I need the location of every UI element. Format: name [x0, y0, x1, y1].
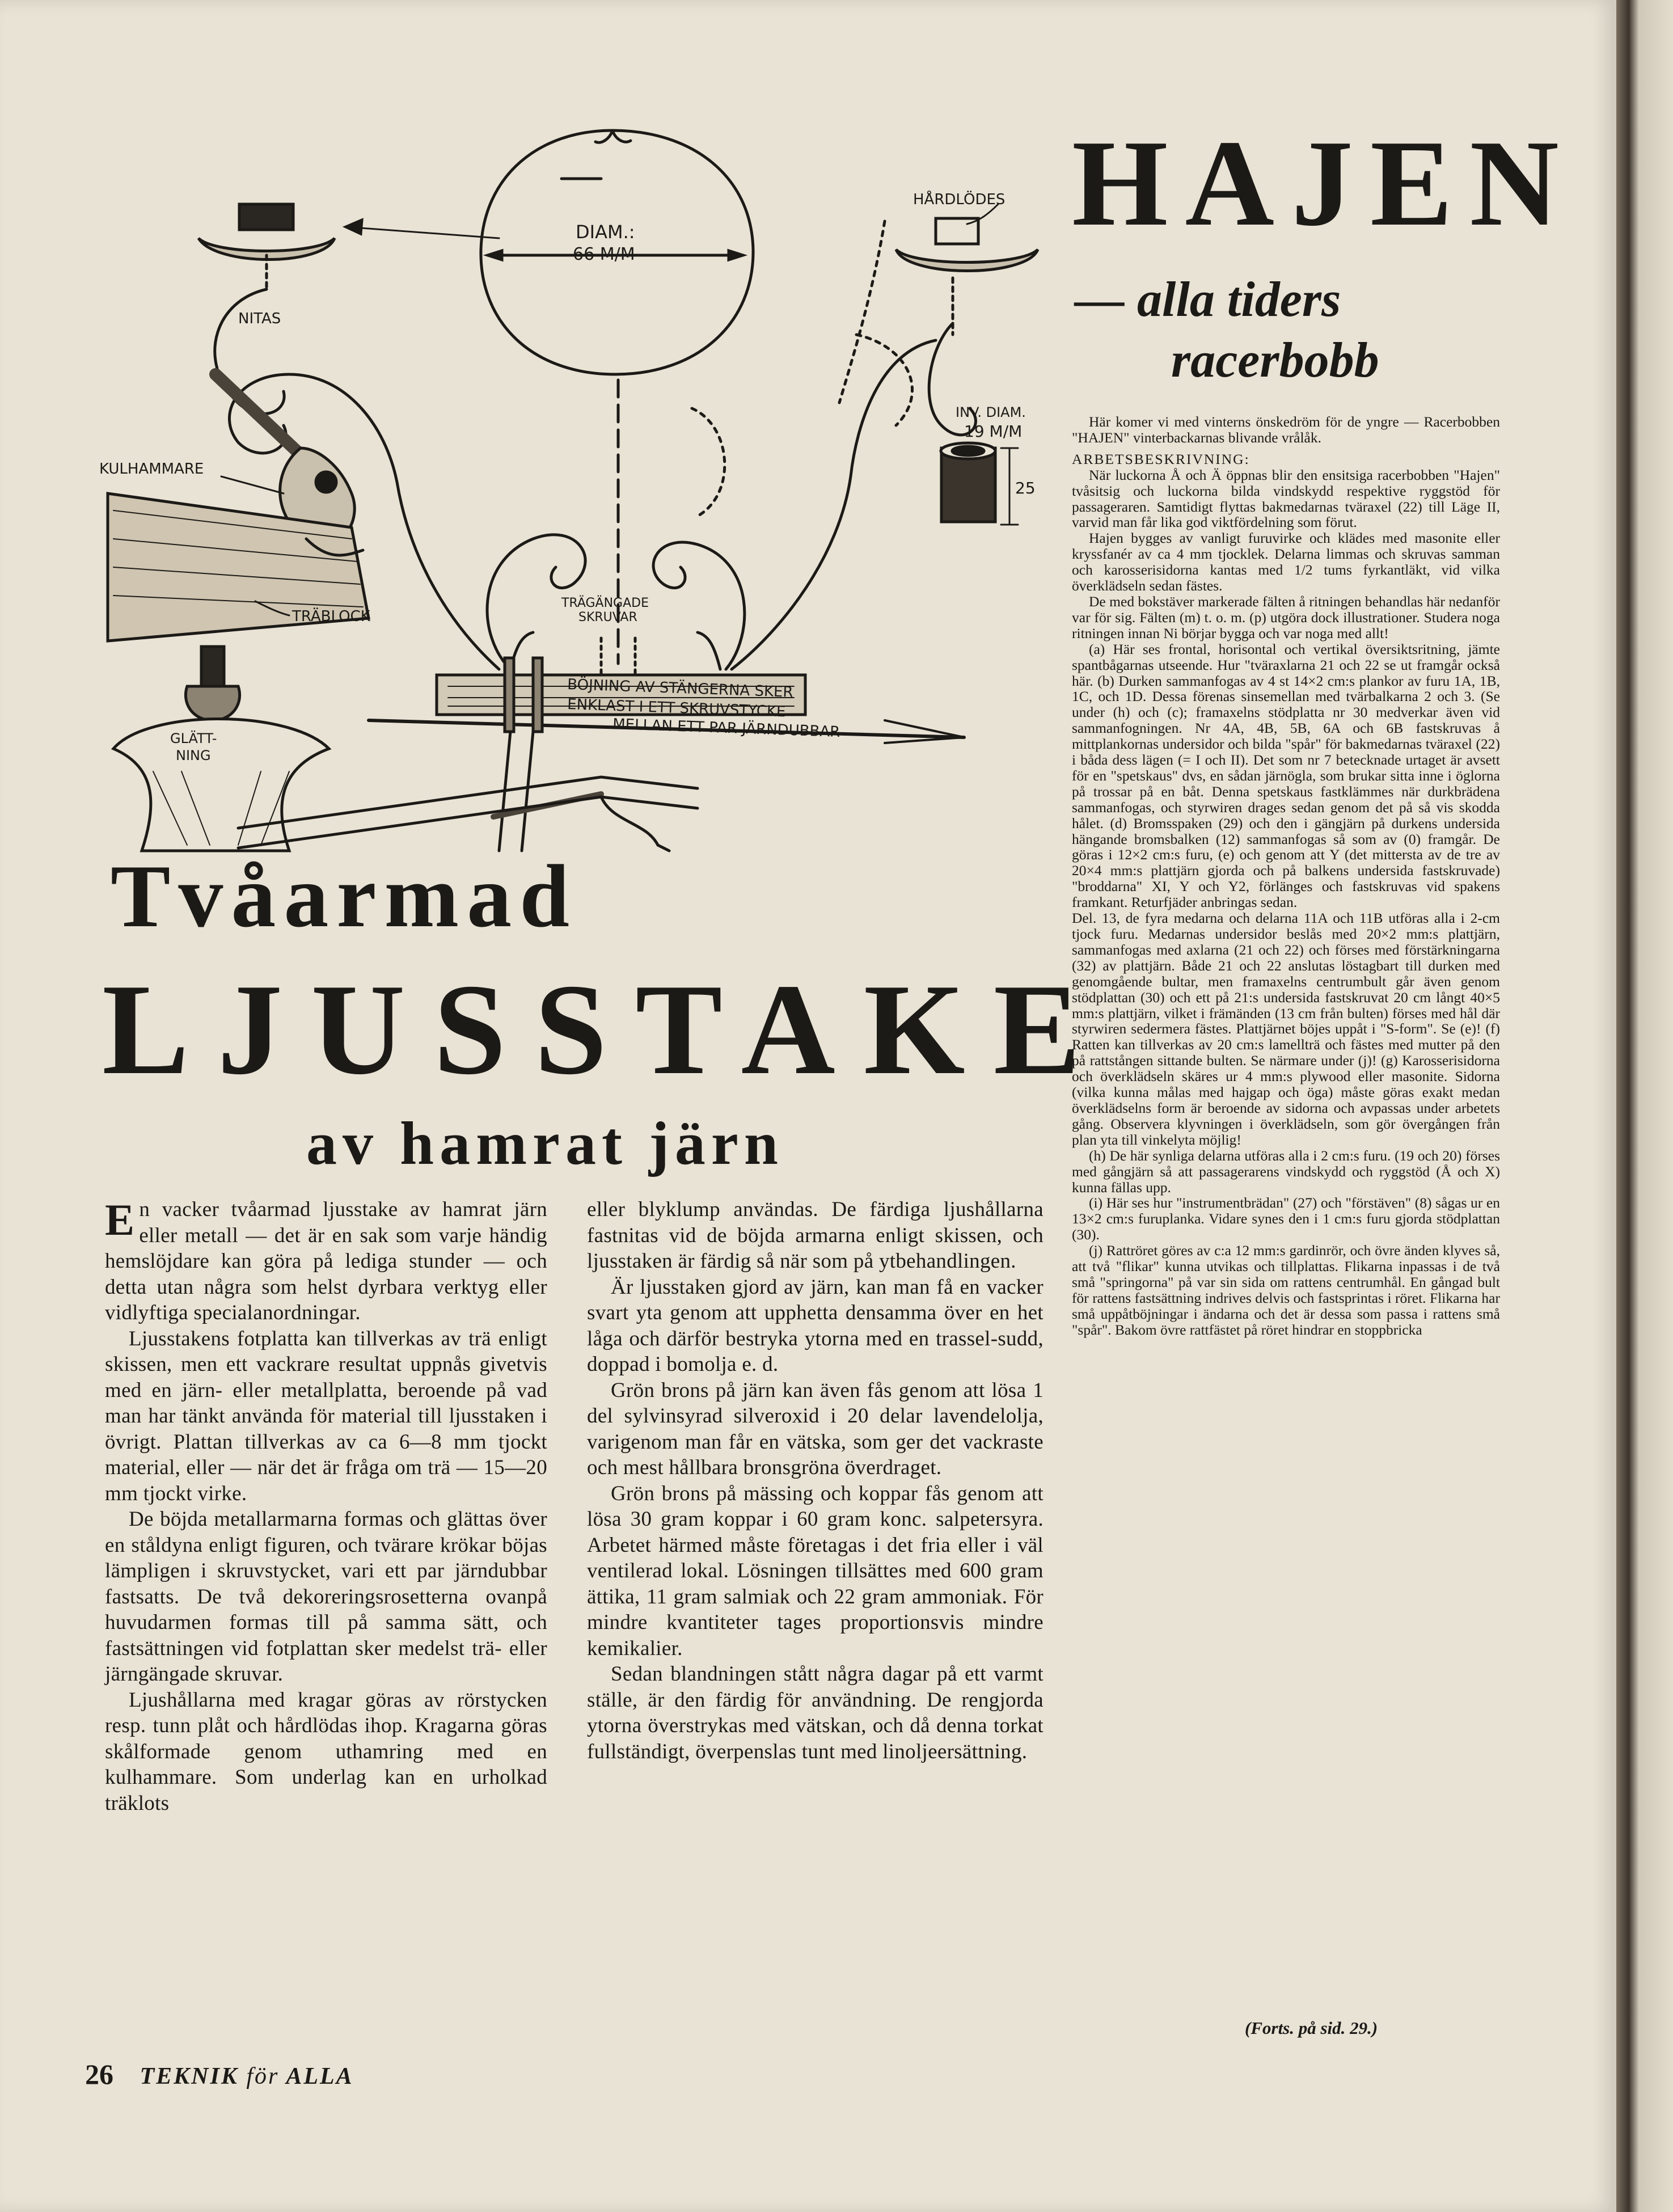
- hajen-paragraph: (i) Här ses hur "instrumentbrädan" (27) och "förstäven" (8) sågas ur en 13×2 cm:s furuplanka. Vidare synes den i 1 cm:s furu gjorda stödplattan (30).: [1072, 1194, 1500, 1243]
- label-bojning-1: BÖJNING AV STÄNGERNA SKER: [567, 676, 794, 701]
- label-kulhammare: KULHAMMARE: [99, 461, 204, 478]
- hajen-paragraph: (j) Rattröret göres av c:a 12 mm:s gardinrör, och övre änden klyves så, att två "flikar" kunna utvikas och tillplattas. Flikarna inpassas i de två små "springorna" på var sin sida om rattens centrumhål. En gångad bult för rattens fastsättning indrives delvis och fastsprintas i röret. Flikarna har små uppåtböjningar i ändarna och det är dessa som passa i rattens små "spår". Bakom övre rattfästet på röret hindrar en stoppbricka: [1072, 1242, 1500, 1338]
- label-height: 25: [1015, 479, 1036, 497]
- label-inv-diam: INV. DIAM.: [956, 404, 1026, 420]
- article-column-1: [105, 1197, 547, 1816]
- hajen-paragraph: Del. 13, de fyra medarna och delarna 11A och 11B utföras alla i 2-cm tjock furu. Medarnas undersidor beslås med 20×2 mm:s plattjärn, sammanfogas med axlarna (21 och 22) och förses med förstärkningarna (32) av plattjärn. Både 21 och 22 anslutas löstagbart till durken med genomgående bultar, men framaxelns centrumbult går även genom stödplattan (30) och ett på 21:s undersida fastskruvat 20 cm långt 40×5 mm:s plattjärn, vilket i främänden (13 cm från bulten) förses med hål där styrwiren sedermera fästes. Plattjärnet böjes uppåt i "S-form". Se (e)! (f) Ratten kan tillverkas av 20 cm:s lamellträ och fästes med mutter på den på rattstången sittande bulten. Se närmare under (j)! (g) Karosserisidorna och överklädseln skäres ur 4 mm:s plywood eller masonite. Sidorna (vilka kunna målas med hajgap och öga) måste göras exakt medan överklädselns form är beroende av sidorna och avpassas under arbetets gång. Observera klyvningen i överklädseln, som gör övergången från plan yta till vinkelyta möjlig!: [1072, 910, 1500, 1148]
- page-number: 26: [85, 2058, 113, 2090]
- label-bojning-3: MELLAN ETT PAR JÄRNDUBBAR: [612, 716, 840, 741]
- hajen-column: [1072, 414, 1500, 1338]
- label-hardlodes: HÅRDLÖDES: [913, 191, 1006, 208]
- hajen-subtitle-line1: — alla tiders: [1075, 272, 1341, 327]
- article-paragraph: De böjda metallarmarna formas och glättas över en ståldyna enligt figuren, och tvärare krökar böjas lämpligen i skruvstycket, vari ett par järndubbar fastsatts. De två dekoreringsrosetterna ovanpå huvudarmen formas till på samma sätt, och fastsättningen vid fotplattan sker medelst trä- eller järngängade skruvar.: [105, 1508, 547, 1686]
- label-bojning-2: ENKLAST I ETT SKRUVSTYCKE: [567, 696, 786, 721]
- label-diam: DIAM.:: [576, 221, 635, 243]
- hajen-heading: ARBETSBESKRIVNING:: [1072, 450, 1250, 467]
- drop-cap: E: [105, 1195, 135, 1244]
- magazine-name: TEKNIK för ALLA: [140, 2063, 354, 2089]
- article-title-line1: Tvåarmad: [111, 847, 577, 946]
- label-glattning-1: GLÄTT-: [170, 731, 217, 746]
- label-tragangade: TRÄGÄNGADE: [561, 596, 649, 610]
- article-paragraph: En vacker tvåarmad ljusstake av hamrat järn eller metall — det är en sak som varje händig hemslöjdare kan göra på lediga stunder — och detta utan några som helst dyrbara verktyg eller vidlyftiga specialanordningar.: [105, 1195, 547, 1324]
- hajen-paragraph: När luckorna Å och Ä öppnas blir den ensitsiga racerbobben "Hajen" tvåsitsig och luckorna bilda vindskydd respektive ryggstöd för passageraren. Samtidigt flyttas bakmedarnas tväraxel (22) till Läge II, varvid man får lika god viktfördelning som förut.: [1072, 466, 1500, 531]
- label-trablock: TRÄBLOCK: [292, 608, 370, 625]
- article-column-2: [587, 1197, 1043, 1764]
- continuation-note: (Forts. på sid. 29.): [1245, 2018, 1378, 2038]
- article-title-line2: LJUSSTAKE: [102, 957, 1109, 1101]
- article-paragraph: Ljusstakens fotplatta kan tillverkas av trä enligt skissen, men ett vackrare resultat uppnås givetvis med en järn- eller metallplatta, beroende på vad man har tänkt använda för material till ljusstaken i övrigt. Plattan tillverkas av ca 6—8 mm tjockt material, eller — när det är fråga om trä — 15—20 mm tjockt virke.: [105, 1327, 547, 1505]
- hajen-intro: Här komer vi med vinterns önskedröm för de yngre — Racerbobben "HAJEN" vinterbackarnas blivande vrålåk.: [1072, 413, 1500, 446]
- article-paragraph: Grön brons på mässing och koppar fås genom att lösa 30 gram koppar i 60 gram konc. salpetersyra. Arbetet härmed måste företagas i det fria eller i väl ventilerad lokal. Lösningen tillsättes med 600 gram ättika, 11 gram salmiak och 22 gram ammoniak. För mindre kvantiteter tages proportionsvis mindre kemikalier.: [587, 1481, 1043, 1660]
- article-paragraph: Ljushållarna med kragar göras av rörstycken resp. tunn plåt och hårdlödas ihop. Kragarna göras skålformade genom uthamring med en kulhammare. Som underlag kan en urholkad träklots: [105, 1688, 547, 1815]
- article-paragraph: eller blyklump användas. De färdiga ljushållarna fastnitas vid de böjda armarna enligt skissen, och ljusstaken är färdig så när som på ytbehandlingen.: [587, 1198, 1043, 1273]
- page-gutter: [1616, 0, 1673, 2212]
- label-glattning-2: NING: [176, 748, 211, 763]
- left-candle-cup: [239, 204, 293, 230]
- article-paragraph: Grön brons på järn kan även fås genom att lösa 1 del sylvinsyrad silveroxid i 20 delar lavendelolja, varigenom man får en vätska, som ger det vackraste och mest hållbara bronsgröna överdraget.: [587, 1378, 1043, 1479]
- article-subtitle: av hamrat järn: [306, 1110, 784, 1177]
- page-footer: [85, 2058, 354, 2091]
- hajen-paragraph: (h) De här synliga delarna utföras alla i 2 cm:s furu. (19 och 20) förses med gångjärn så att passagerarens vindskydd och ryggstöd (Å och X) kunna fällas upp.: [1072, 1147, 1500, 1196]
- hajen-paragraph: De med bokstäver markerade fälten å ritningen behandlas här nedanför var för sig. Fälten (m) t. o. m. (p) utgöra dock illustrationer. Studera noga ritningen innan Ni börjar bygga och var noga med allt!: [1072, 593, 1500, 641]
- label-skruvar: SKRUVAR: [578, 610, 637, 624]
- label-nitas: NITAS: [238, 310, 281, 327]
- label-inv-diam-value: 19 M/M: [964, 422, 1023, 441]
- candlestick-illustration: [99, 108, 1036, 851]
- article-paragraph: Är ljusstaken gjord av järn, kan man få en vacker svart yta genom att upphetta densamma över en het låga och därför bestryka ytorna med en trassel-sudd, doppad i bomolja e. d.: [587, 1275, 1043, 1376]
- article-paragraph: Sedan blandningen stått några dagar på ett varmt ställe, är den färdig för användning. De rengjorda ytorna överstrykas med vätskan, och då denna torkat fullständigt, överpenslas tunt med linoljeersättning.: [587, 1662, 1043, 1763]
- hajen-paragraph: (a) Här ses frontal, horisontal och vertikal översiktsritning, jämte spantbågarnas utseende. Hur "tväraxlarna 21 och 22 se ut framgår också här. (b) Durken sammanfogas av 4 st 14×2 cm:s plankor av furu 1A, 1B, 1C, och 1D. Dessa förenas sinsemellan med tvärbalkarna 2 och 3. (Se under (h) och (c); framaxelns stödplatta nr 30 medverkar även vid sammanfogningen. Nr 4A, 4B, 5B, 6A och 6B fastskruvas å mittplankornas undersidor och bilda "spår" för bakmedarnas tväraxel (22) i båda dess lägen (= I och II). Det som nr 7 betecknade urtaget är avsett för en "spetskaus" dvs, en sådan järnögla, som brukar sitta inne i öglorna på trossar på en båt. Denna spetskaus fastklämmes när durkbrädena sammanfogas, och styrwiren drages sedan genom det på så vis skodda hålet. (d) Bromsspaken (29) och den i gängjärn på durkens undersida hängande bromsbalken (12) sammanfogas så som av (0) framgår. De göras i 12×2 cm:s furu, (e) och genom att Y (det mittersta av de tre av 20×4 mm:s plattjärn gjorda och på balkens undersida fastskruvade) "broddarna" XI, Y och Y2, förlänges och fastskruvas vid spakens framkant. Returfjäder anbringas sedan.: [1072, 640, 1500, 911]
- hajen-paragraph: Hajen bygges av vanligt furuvirke och klädes med masonite eller kryssfanér av ca 4 mm tjocklek. Delarna limmas och skruvas samman och karosserisidorna kantas med 1/2 tums fyrkantläkt, vid vilka överklädseln sedan fästes.: [1072, 530, 1500, 594]
- hajen-title: HAJEN: [1072, 115, 1576, 252]
- label-diam-value: 66 M/M: [573, 244, 635, 264]
- hajen-subtitle-line2: racerbobb: [1171, 333, 1379, 388]
